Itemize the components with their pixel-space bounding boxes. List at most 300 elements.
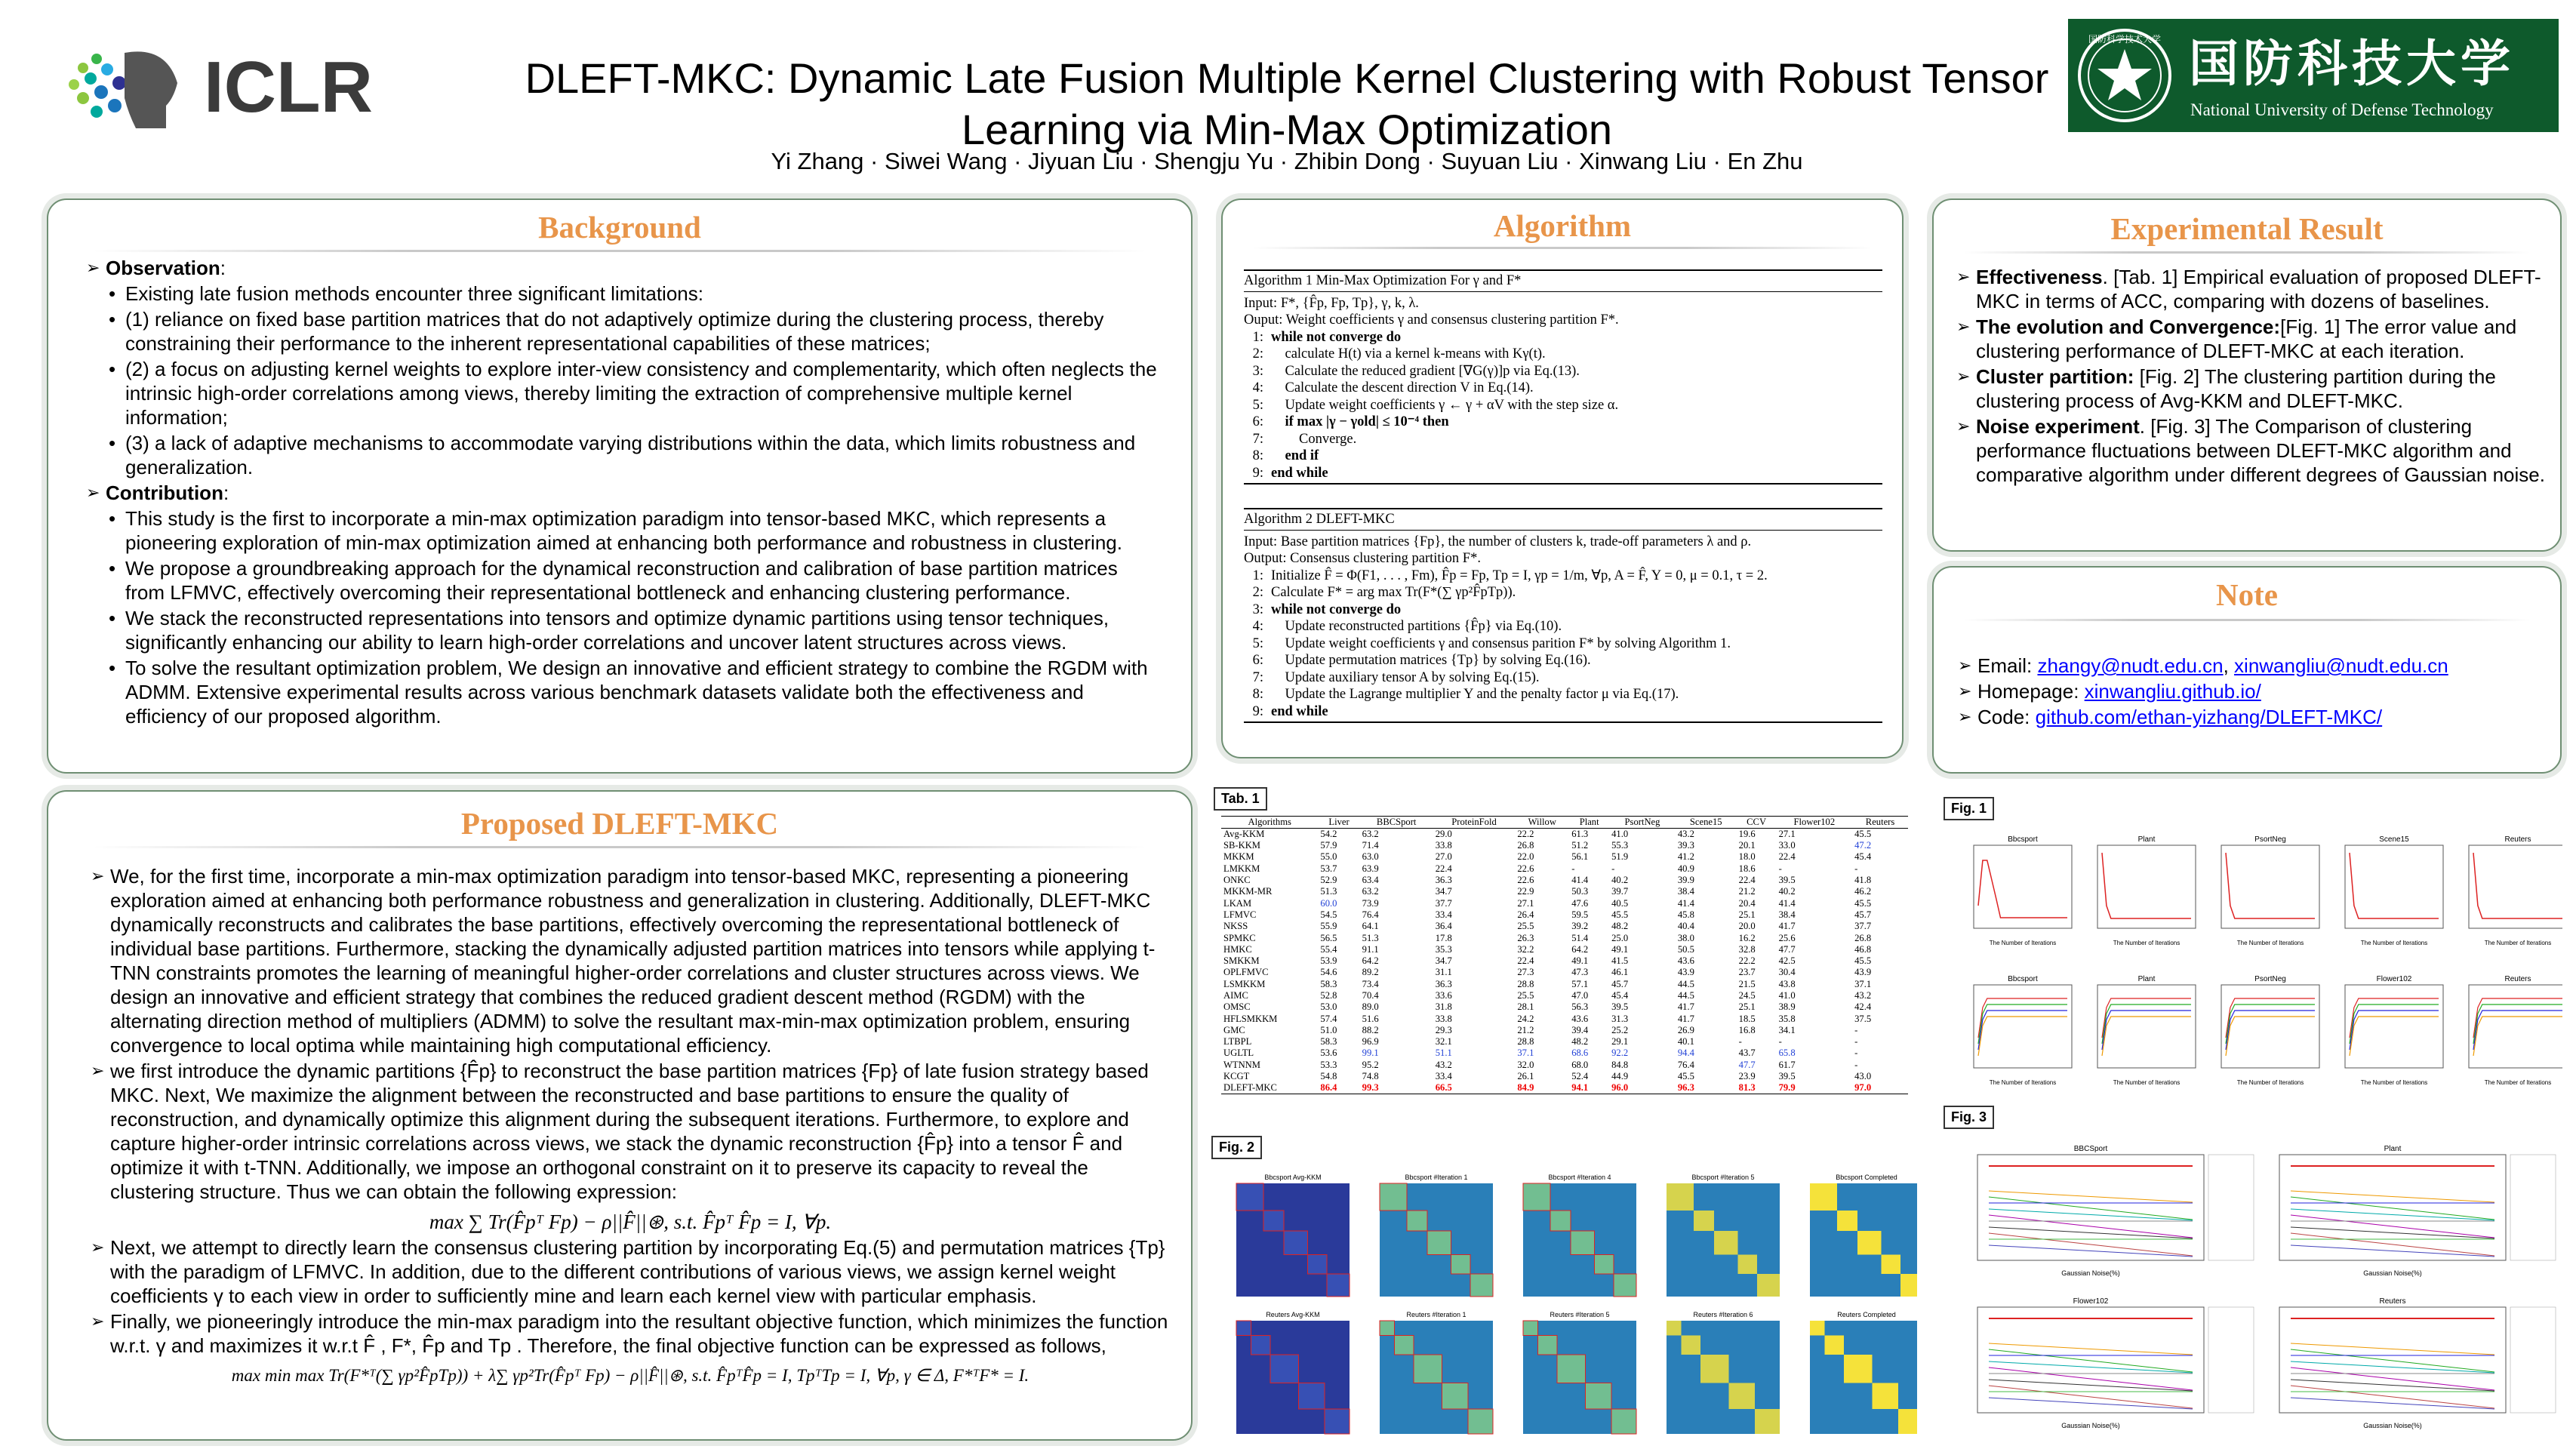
contribution-item: • This study is the first to incorporate a min-max optimization paradigm into tensor-based MKC, which represents a pioneering exploration of min-max optimization aimed at enhancing both performance and robustness in clustering.	[106, 506, 1158, 555]
algorithm-2-block	[1244, 508, 1882, 723]
note-title: Note	[2216, 577, 2278, 612]
table-cell: 24.2	[1517, 1013, 1534, 1024]
table-cell: 57.4	[1320, 1013, 1337, 1024]
table-cell: OMSC	[1223, 1001, 1251, 1013]
table-cell: 63.2	[1362, 829, 1379, 839]
table-cell: 96.3	[1677, 1082, 1694, 1094]
table-row	[1221, 886, 1908, 897]
email-link-1[interactable]: zhangy@nudt.edu.cn	[2037, 654, 2224, 677]
table-cell: 22.4	[1778, 851, 1796, 863]
table-cell: 53.3	[1320, 1059, 1337, 1070]
table-cell: 61.7	[1778, 1059, 1796, 1070]
table-cell: 38.4	[1677, 886, 1694, 897]
table-cell: 52.4	[1571, 1071, 1589, 1082]
table-cell: 45.5	[1854, 829, 1872, 839]
table-cell: 25.1	[1738, 1001, 1756, 1013]
svg-text:Reuters: Reuters	[2379, 1297, 2406, 1306]
table-cell: 63.0	[1362, 851, 1379, 863]
table-cell: 22.4	[1738, 875, 1756, 886]
table-cell: 37.7	[1854, 921, 1872, 932]
table-cell: 27.0	[1435, 851, 1452, 863]
fig3-subplot	[1977, 1297, 2254, 1429]
algorithm-line: 2: calculate H(t) via a kernel k-means with Kγ(t).	[1252, 346, 1546, 361]
table-cell: 26.3	[1517, 932, 1534, 943]
table-cell: 46.1	[1611, 967, 1629, 978]
table-cell: 63.2	[1362, 886, 1379, 897]
table-cell: 45.7	[1854, 909, 1872, 920]
table-cell: 45.4	[1854, 851, 1872, 863]
algorithm-line: 6: Update permutation matrices {Tp} by solving Eq.(16).	[1252, 653, 1591, 668]
fig1-subplot	[2345, 835, 2443, 946]
table-cell: 16.2	[1738, 932, 1756, 943]
table-cell: 29.0	[1435, 829, 1452, 839]
table-cell: 18.6	[1738, 863, 1756, 874]
svg-text:The Number of Iterations: The Number of Iterations	[2236, 1079, 2304, 1086]
table-cell: 43.7	[1738, 1048, 1756, 1059]
table-cell: 39.3	[1677, 840, 1694, 851]
fig2-heatmap	[1380, 1311, 1493, 1434]
table-cell: 21.2	[1517, 1024, 1534, 1035]
table-cell: MKKM-MR	[1223, 886, 1273, 897]
table-cell: 44.9	[1611, 1071, 1629, 1082]
fig3-subplot	[2279, 1297, 2556, 1429]
table-row	[1221, 955, 1908, 967]
table-cell: 52.9	[1320, 875, 1337, 886]
table-cell: 25.2	[1611, 1024, 1629, 1035]
table-cell: LFMVC	[1223, 909, 1257, 920]
table-row	[1221, 990, 1908, 1001]
svg-text:PsortNeg: PsortNeg	[2254, 975, 2286, 983]
table-cell: 32.2	[1517, 943, 1534, 955]
algorithm-line: 9: end while	[1252, 465, 1328, 481]
table-cell: 33.0	[1778, 840, 1796, 851]
table-row	[1221, 1001, 1908, 1013]
note-homepage: ➢ Homepage: xinwangliu.github.io/	[1958, 679, 2547, 703]
algorithm-line: 1: Initialize F̂ = Φ(F1, . . . , Fm), F̂p = Fp, Tp = I, γp = 1/m, ∀p, A = F̂, Y = 0, μ = 0.1, τ = 2.	[1252, 568, 1768, 583]
svg-text:National University of Defense: National University of Defense Technology	[2190, 100, 2494, 119]
table-row	[1221, 863, 1908, 875]
table-cell: 31.8	[1435, 1001, 1452, 1013]
proposed-paragraph-3: ➢ Next, we attempt to directly learn the consensus clustering partition by incorporating Eq.(5) and permutation matrices {Tp} with the paradigm of LFMVC. In addition, due to the different contributions of various views, we assign kernel weight coefficients γ to each view in order to sufficiently mine and learn each kernel view with particular emphasis.	[91, 1235, 1170, 1308]
table-row	[1221, 944, 1908, 955]
algorithm-line: 5: Update weight coefficients γ ← γ + αV with the step size α.	[1252, 397, 1619, 413]
table-cell: AIMC	[1223, 990, 1248, 1001]
table-cell: 54.8	[1320, 1071, 1337, 1082]
table-cell: 45.7	[1611, 978, 1629, 989]
table-row	[1221, 1036, 1908, 1048]
table-cell: 22.4	[1435, 863, 1452, 874]
table-cell: 43.6	[1677, 955, 1694, 967]
algorithm-panel	[1221, 198, 1904, 758]
table-cell: 33.8	[1435, 1013, 1452, 1024]
table-cell: SPMKC	[1223, 932, 1256, 943]
table-cell: -	[1778, 863, 1782, 874]
table-cell: 51.3	[1320, 886, 1337, 897]
table-cell: 45.5	[1854, 955, 1872, 967]
note-email: ➢ Email: zhangy@nudt.edu.cn, xinwangliu@nudt.edu.cn	[1958, 654, 2547, 678]
table-cell: 99.1	[1362, 1048, 1379, 1059]
nudt-emblem-icon	[2079, 30, 2170, 121]
table-cell: 54.5	[1320, 909, 1337, 920]
table-header-cell: Reuters	[1865, 817, 1895, 827]
note-panel	[1932, 566, 2562, 774]
table-cell: 38.9	[1778, 1001, 1796, 1013]
table-header-cell: Flower102	[1793, 817, 1836, 827]
table-cell: 31.3	[1611, 1013, 1629, 1024]
table-row	[1221, 1060, 1908, 1071]
svg-text:Bbcsport #Iteration 5: Bbcsport #Iteration 5	[1691, 1174, 1755, 1181]
table-cell: 40.1	[1677, 1036, 1694, 1048]
table-cell: 36.3	[1435, 875, 1452, 886]
table-cell: 54.6	[1320, 967, 1337, 978]
table-cell: 89.2	[1362, 967, 1379, 978]
table-cell: 19.6	[1738, 829, 1756, 839]
table-cell: 58.3	[1320, 978, 1337, 989]
observation-heading: Observation	[106, 257, 220, 279]
table-cell: 55.4	[1320, 943, 1337, 955]
fig1-subplot	[2097, 835, 2196, 946]
fig3-noise	[1955, 1132, 2566, 1441]
table-cell: 40.2	[1778, 886, 1796, 897]
results-table	[1221, 816, 1908, 1094]
table-cell: 44.5	[1677, 978, 1694, 989]
table-row	[1221, 921, 1908, 932]
table-cell: 17.8	[1435, 932, 1452, 943]
table-cell: LSMKKM	[1223, 978, 1266, 989]
table-cell: 51.3	[1362, 932, 1379, 943]
algorithm-1-input: Input: F*, {F̂p, Fp, Tp}, γ, k, λ.	[1244, 295, 1419, 311]
table-cell: 58.3	[1320, 1036, 1337, 1048]
fig2-partition-heatmaps	[1208, 1162, 1917, 1443]
svg-text:Bbcsport: Bbcsport	[2008, 835, 2038, 844]
table-row	[1221, 1048, 1908, 1059]
svg-text:Plant: Plant	[2384, 1145, 2402, 1153]
table-cell: 41.0	[1778, 990, 1796, 1001]
table-cell: 47.2	[1854, 840, 1872, 851]
table-cell: 51.4	[1571, 932, 1589, 943]
table-cell: 86.4	[1320, 1082, 1337, 1094]
table-cell: LMKKM	[1223, 863, 1260, 874]
svg-text:Bbcsport #Iteration 4: Bbcsport #Iteration 4	[1548, 1174, 1611, 1181]
iclr-logo	[53, 23, 430, 143]
observation-item: • (2) a focus on adjusting kernel weights to explore inter-view consistency and complementarity, which often neglects the intrinsic high-order correlations among views, thereby limiting the extraction of comprehensive multiple kernel information;	[106, 357, 1158, 429]
contribution-heading: Contribution	[106, 481, 223, 504]
table-cell: GMC	[1223, 1024, 1245, 1035]
table-cell: 35.8	[1778, 1013, 1796, 1024]
table-cell: 27.3	[1517, 967, 1534, 978]
table-cell: 40.2	[1611, 875, 1629, 886]
algorithm-2-input: Input: Base partition matrices {Fp}, the number of clusters k, trade-off parameters λ and ρ.	[1244, 534, 1752, 549]
algorithm-2-header: Algorithm 2 DLEFT-MKC	[1244, 508, 1882, 531]
svg-text:Gaussian Noise(%): Gaussian Noise(%)	[2363, 1422, 2422, 1429]
svg-text:The Number of Iterations: The Number of Iterations	[2236, 940, 2304, 946]
table-cell: 55.3	[1611, 840, 1629, 851]
fig2-heatmap	[1667, 1311, 1780, 1434]
table-cell: 40.4	[1677, 921, 1694, 932]
algorithm-line: 2: Calculate F* = arg max Tr(F*(∑ γp²F̂pTp)).	[1252, 585, 1516, 600]
table-cell: 37.1	[1854, 978, 1872, 989]
table-cell: 50.3	[1571, 886, 1589, 897]
table-cell: 21.5	[1738, 978, 1756, 989]
table-cell: 20.4	[1738, 897, 1756, 909]
table-cell: 51.0	[1320, 1024, 1337, 1035]
table-cell: 64.2	[1571, 943, 1589, 955]
table-cell: 41.7	[1677, 1001, 1694, 1013]
table-header-cell: Plant	[1579, 817, 1599, 827]
svg-text:Plant: Plant	[2137, 975, 2156, 983]
fig1-label: Fig. 1	[1944, 797, 1994, 820]
proposed-title: Proposed DLEFT-MKC	[460, 806, 779, 841]
svg-text:Bbcsport Avg-KKM: Bbcsport Avg-KKM	[1264, 1174, 1322, 1181]
fig2-heatmap	[1380, 1174, 1493, 1297]
table-cell: 52.8	[1320, 990, 1337, 1001]
algorithm-line: 9: end while	[1252, 703, 1328, 719]
table-cell: 23.7	[1738, 967, 1756, 978]
table-cell: 25.6	[1778, 932, 1796, 943]
table-cell: 29.3	[1435, 1024, 1452, 1035]
table-cell: 49.1	[1611, 943, 1629, 955]
fig2-heatmap	[1667, 1174, 1780, 1297]
table-cell: 99.3	[1362, 1082, 1379, 1094]
table-cell: 39.5	[1778, 875, 1796, 886]
table-cell: 33.4	[1435, 909, 1452, 920]
table-cell: 97.0	[1854, 1082, 1872, 1094]
table-cell: 41.7	[1677, 1013, 1694, 1024]
table-cell: 47.0	[1571, 990, 1589, 1001]
table-cell: 51.6	[1362, 1013, 1379, 1024]
table-row	[1221, 1013, 1908, 1024]
table-cell: -	[1778, 1036, 1782, 1048]
equation-alignment: max ∑ Tr(F̂pᵀ Fp) − ρ||F̂||⊛, s.t. F̂pᵀ F̂p = I, ∀p.	[429, 1211, 832, 1233]
table-cell: 56.5	[1320, 932, 1337, 943]
svg-text:Reuters #Iteration 5: Reuters #Iteration 5	[1550, 1311, 1610, 1318]
table-cell: 39.5	[1778, 1071, 1796, 1082]
table-row	[1221, 1082, 1908, 1094]
table-cell: 41.2	[1677, 851, 1694, 863]
svg-text:Flower102: Flower102	[2376, 975, 2412, 983]
fig3-subplot	[1977, 1145, 2254, 1277]
algorithm-line: 4: Update reconstructed partitions {F̂p} via Eq.(10).	[1252, 619, 1562, 634]
svg-text:Scene15: Scene15	[2379, 835, 2409, 844]
code-link[interactable]: github.com/ethan-yizhang/DLEFT-MKC/	[2035, 706, 2383, 728]
table-cell: LKAM	[1223, 897, 1252, 909]
table-cell: 53.9	[1320, 955, 1337, 967]
table-cell: 25.0	[1611, 932, 1629, 943]
table-cell: 43.9	[1677, 967, 1694, 978]
table-cell: -	[1854, 1048, 1858, 1059]
table-cell: -	[1571, 863, 1575, 874]
table-cell: 48.2	[1611, 921, 1629, 932]
svg-text:The Number of Iterations: The Number of Iterations	[1989, 1079, 2057, 1086]
table-cell: 47.7	[1738, 1059, 1756, 1070]
table-cell: 92.2	[1611, 1048, 1629, 1059]
table-cell: 20.0	[1738, 921, 1756, 932]
svg-text:Bbcsport #Iteration 1: Bbcsport #Iteration 1	[1405, 1174, 1468, 1181]
table-row	[1221, 967, 1908, 978]
svg-text:Reuters: Reuters	[2504, 975, 2531, 983]
table-cell: 40.5	[1611, 897, 1629, 909]
table-cell: 26.8	[1854, 932, 1872, 943]
svg-text:Reuters #Iteration 1: Reuters #Iteration 1	[1406, 1311, 1467, 1318]
table-cell: 45.4	[1611, 990, 1629, 1001]
table-cell: 43.6	[1571, 1013, 1589, 1024]
fig1-subplot	[2221, 835, 2319, 946]
table-cell: 33.8	[1435, 840, 1452, 851]
table-cell: 50.5	[1677, 943, 1694, 955]
table-cell: 47.3	[1571, 967, 1589, 978]
table-cell: 55.9	[1320, 921, 1337, 932]
algorithm-line: 7: Converge.	[1252, 431, 1357, 447]
table-cell: 22.4	[1517, 955, 1534, 967]
email-link-2[interactable]: xinwangliu@nudt.edu.cn	[2234, 654, 2448, 677]
table-header-cell: ProteinFold	[1451, 817, 1497, 827]
fig1-subplot	[2221, 975, 2319, 1086]
table-cell: 41.5	[1611, 955, 1629, 967]
table-cell: 64.2	[1362, 955, 1379, 967]
table-cell: 34.7	[1435, 955, 1452, 967]
table-cell: 42.4	[1854, 1001, 1872, 1013]
table-cell: -	[1854, 1059, 1858, 1070]
algorithm-line: 8: end if	[1252, 448, 1319, 463]
fig2-label: Fig. 2	[1211, 1136, 1262, 1159]
table-row	[1221, 979, 1908, 990]
table-cell: 76.4	[1362, 909, 1379, 920]
algorithm-title: Algorithm	[1493, 208, 1632, 243]
fig1-subplot	[1974, 975, 2072, 1086]
note-code: ➢ Code: github.com/ethan-yizhang/DLEFT-MKC/	[1958, 705, 2547, 729]
table-cell: KCGT	[1223, 1071, 1250, 1082]
fig2-heatmap	[1523, 1311, 1636, 1434]
iclr-mark-icon	[69, 51, 177, 128]
table-cell: 45.5	[1677, 1071, 1694, 1082]
contribution-item: • To solve the resultant optimization problem, We design an innovative and efficient strategy to combine the RGDM with ADMM. Extensive experimental results across various benchmark datasets validate both the effectiveness and efficiency of our proposed algorithm.	[106, 656, 1158, 728]
table-cell: 68.0	[1571, 1059, 1589, 1070]
table-row	[1221, 1025, 1908, 1036]
table-cell: 65.8	[1778, 1048, 1796, 1059]
table-cell: HMKC	[1223, 943, 1252, 955]
author-list: Yi Zhang · Siwei Wang · Jiyuan Liu · Shengju Yu · Zhibin Dong · Suyuan Liu · Xinwang Liu · En Zhu	[771, 148, 1803, 174]
homepage-link[interactable]: xinwangliu.github.io/	[2084, 680, 2261, 703]
table-cell: 53.7	[1320, 863, 1337, 874]
proposed-paragraph-4: ➢ Finally, we pioneeringly introduce the min-max paradigm into the resultant objective function, which minimizes the function w.r.t. γ and maximizes it w.r.t F̂ , F*, F̂p and Tp . Therefore, the final objective function can be expressed as follows,	[91, 1309, 1170, 1358]
table-header-cell: Scene15	[1689, 817, 1722, 827]
table-header-cell: Algorithms	[1248, 817, 1291, 827]
table-cell: 88.2	[1362, 1024, 1379, 1035]
table-cell: 56.3	[1571, 1001, 1589, 1013]
table-cell: 21.2	[1738, 886, 1756, 897]
table-header-cell: BBCSport	[1376, 817, 1417, 827]
table-cell: Avg-KKM	[1223, 829, 1265, 839]
table-cell: 23.9	[1738, 1071, 1756, 1082]
svg-text:PsortNeg: PsortNeg	[2254, 835, 2286, 844]
table-cell: 34.7	[1435, 886, 1452, 897]
table-cell: 35.3	[1435, 943, 1452, 955]
equation-objective: max min max Tr(F*ᵀ(∑ γp²F̂pTp)) + λ∑ γp²Tr(F̂pᵀ Fp) − ρ||F̂||⊛, s.t. F̂pᵀF̂p = I, TpᵀTp = I, ∀p, γ ∈ Δ, F*ᵀF* = I.	[231, 1366, 1029, 1385]
table-cell: 76.4	[1677, 1059, 1694, 1070]
result-item-convergence: ➢ The evolution and Convergence:[Fig. 1] The error value and clustering performance of DLEFT-MKC at each iteration.	[1956, 315, 2545, 363]
nudt-logo	[2068, 19, 2559, 132]
table-cell: 28.8	[1517, 978, 1534, 989]
contribution-item: • We stack the reconstructed representations into tensors and optimize dynamic partitions using tensor techniques, significantly enhancing our ability to learn high-order correlations and uncover latent structures across views.	[106, 606, 1158, 654]
table-cell: 84.9	[1517, 1082, 1534, 1094]
table-cell: 66.5	[1435, 1082, 1452, 1094]
table-cell: 33.6	[1435, 990, 1452, 1001]
table-cell: 36.3	[1435, 978, 1452, 989]
table-cell: 25.5	[1517, 990, 1534, 1001]
table-cell: SB-KKM	[1223, 840, 1260, 851]
table-cell: 22.9	[1517, 886, 1534, 897]
result-item-partition: ➢ Cluster partition: [Fig. 2] The clustering partition during the clustering process of Avg-KKM and DLEFT-MKC.	[1956, 365, 2545, 413]
table-cell: 44.5	[1677, 990, 1694, 1001]
table-cell: 43.2	[1854, 990, 1872, 1001]
table-cell: 26.8	[1517, 840, 1534, 851]
table-cell: 57.1	[1571, 978, 1589, 989]
table-cell: 45.8	[1677, 909, 1694, 920]
table-cell: 95.2	[1362, 1059, 1379, 1070]
table-cell: -	[1854, 1024, 1858, 1035]
fig1-subplot	[2097, 975, 2196, 1086]
background-title: Background	[538, 210, 701, 245]
fig2-heatmap	[1236, 1311, 1350, 1434]
observation-item: • (1) reliance on fixed base partition matrices that do not adaptively optimize during the clustering process, thereby constraining their performance to the inherent representational capabilities of these matrices;	[106, 307, 1158, 355]
table-cell: 63.4	[1362, 875, 1379, 886]
table-cell: 43.9	[1854, 967, 1872, 978]
svg-text:国防科技大学: 国防科技大学	[2189, 34, 2515, 93]
svg-text:The Number of Iterations: The Number of Iterations	[2113, 940, 2181, 946]
result-item-effectiveness: ➢ Effectiveness. [Tab. 1] Empirical evaluation of proposed DLEFT-MKC in terms of ACC, comparing with dozens of baselines.	[1956, 265, 2545, 313]
svg-text:The Number of Iterations: The Number of Iterations	[2360, 1079, 2428, 1086]
table-cell: 96.9	[1362, 1036, 1379, 1048]
table-cell: 25.1	[1738, 909, 1756, 920]
table-cell: 53.6	[1320, 1048, 1337, 1059]
table-cell: 29.1	[1611, 1036, 1629, 1048]
table-cell: 36.4	[1435, 921, 1452, 932]
table-cell: 55.0	[1320, 851, 1337, 863]
table-cell: 41.4	[1677, 897, 1694, 909]
svg-text:Flower102: Flower102	[2073, 1297, 2109, 1306]
algorithm-line: 3: while not converge do	[1252, 601, 1402, 617]
table-cell: 73.4	[1362, 978, 1379, 989]
table-cell: 39.7	[1611, 886, 1629, 897]
table-row	[1221, 1071, 1908, 1082]
table-row	[1221, 829, 1908, 841]
table-cell: 73.9	[1362, 897, 1379, 909]
table-cell: 16.8	[1738, 1024, 1756, 1035]
fig1-subplot	[1974, 835, 2072, 946]
table-cell: 22.6	[1517, 863, 1534, 874]
svg-text:The Number of Iterations: The Number of Iterations	[2484, 940, 2552, 946]
table-cell: 43.8	[1778, 978, 1796, 989]
table-cell: 74.8	[1362, 1071, 1379, 1082]
fig1-subplot	[2469, 975, 2562, 1086]
table-cell: 26.9	[1677, 1024, 1694, 1035]
table-cell: 42.5	[1778, 955, 1796, 967]
table-cell: MKKM	[1223, 851, 1254, 863]
svg-text:Reuters #Iteration 6: Reuters #Iteration 6	[1693, 1311, 1753, 1318]
table-cell: 34.1	[1778, 1024, 1796, 1035]
table-cell: 70.4	[1362, 990, 1379, 1001]
svg-text:Reuters: Reuters	[2504, 835, 2531, 844]
table-cell: 43.2	[1435, 1059, 1452, 1070]
table-cell: 24.5	[1738, 990, 1756, 1001]
table-cell: 32.8	[1738, 943, 1756, 955]
observation-item: • Existing late fusion methods encounter three significant limitations:	[106, 281, 1158, 306]
table-cell: 39.5	[1611, 1001, 1629, 1013]
table-cell: 68.6	[1571, 1048, 1589, 1059]
fig3-label: Fig. 3	[1944, 1106, 1994, 1129]
svg-text:Reuters Completed: Reuters Completed	[1837, 1311, 1896, 1318]
svg-text:Plant: Plant	[2137, 835, 2156, 844]
